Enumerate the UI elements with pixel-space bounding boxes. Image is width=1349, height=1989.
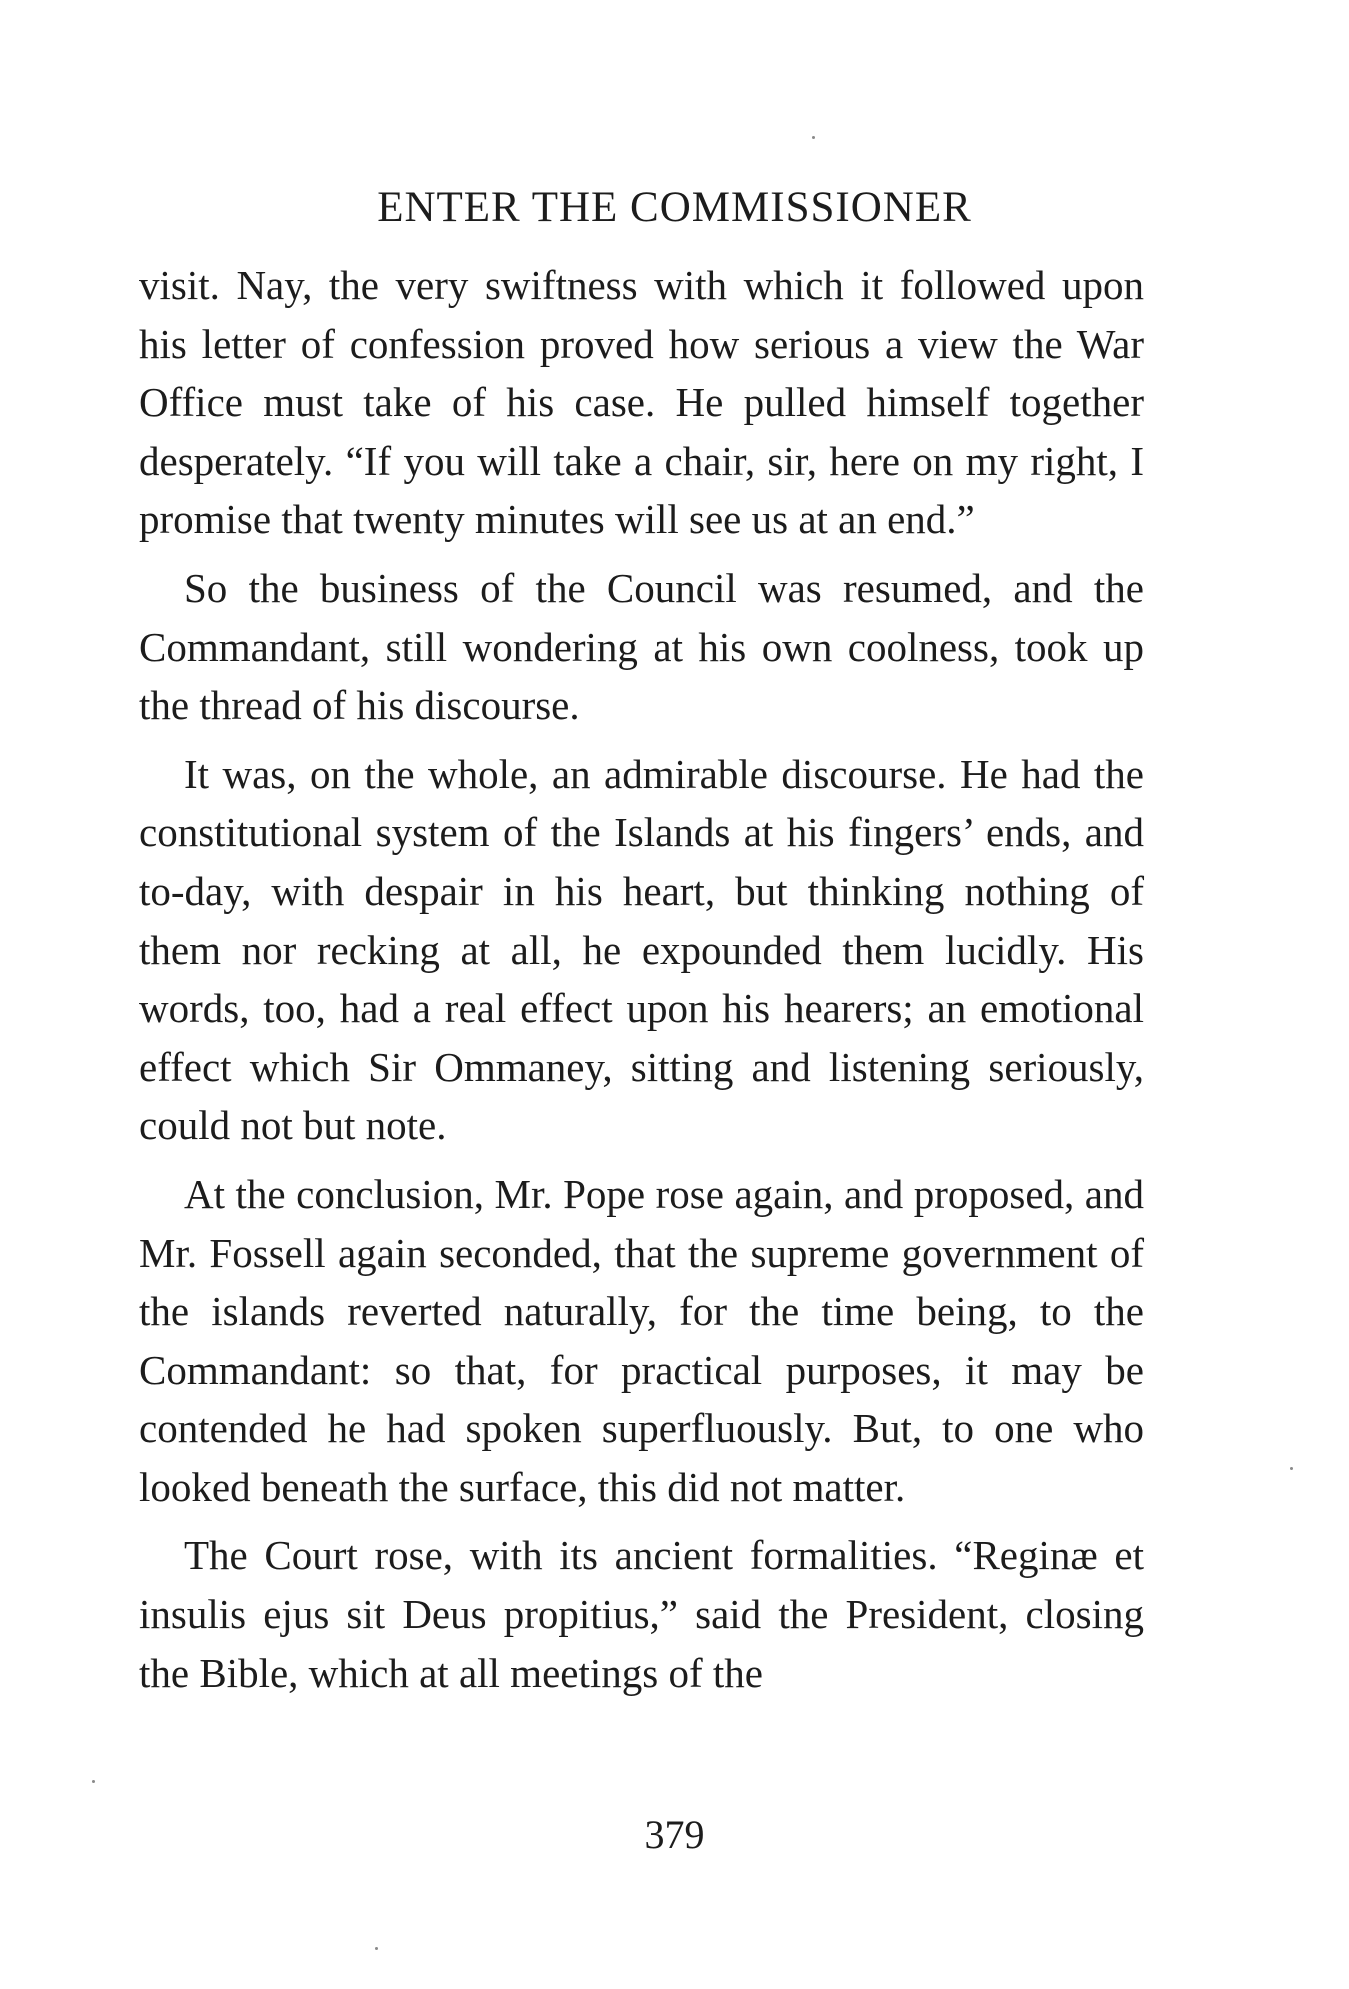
paragraph: It was, on the whole, an admirable discourse. He had the constitutional system of the Islands at his fingers’ ends, and to-day, with despair in his heart, but thinking nothing of them nor recking at all, he expounded them lucidly. His words, too, had a real effect upon his hearers; an emotional effect which Sir Ommaney, sitting and listening seriously, could not but note. [139,750,1144,1149]
paragraph: So the business of the Council was resumed, and the Commandant, still wondering at his own coolness, took up the thread of his discourse. [139,564,1144,729]
page-number: 379 [644,1812,705,1857]
paper-speck [1290,1467,1293,1470]
running-head: ENTER THE COMMISSIONER [377,184,972,231]
paragraph: The Court rose, with its ancient formalities. “Reginæ et insulis ejus sit Deus propitius,” said the President, closing the Bible, which at all meetings of the [139,1532,1144,1696]
paragraph: visit. Nay, the very swiftness with which it followed upon his letter of confession proved how serious a view the War Office must take of his case. He pulled himself together desperately. “If you will take a chair, sir, here on my right, I promise that twenty minutes will see us at an end.” [139,262,1144,543]
paper-speck [92,1780,95,1783]
body-text [139,256,1144,1712]
paper-speck [812,136,815,139]
paragraph: At the conclusion, Mr. Pope rose again, and proposed, and Mr. Fossell again seconded, that the supreme government of the islands reverted naturally, for the time being, to the Commandant: so that, for practical purposes, it may be contended he had spoken superfluously. But, to one who looked beneath the surface, this did not matter. [139,1170,1144,1510]
paper-speck [375,1947,378,1950]
